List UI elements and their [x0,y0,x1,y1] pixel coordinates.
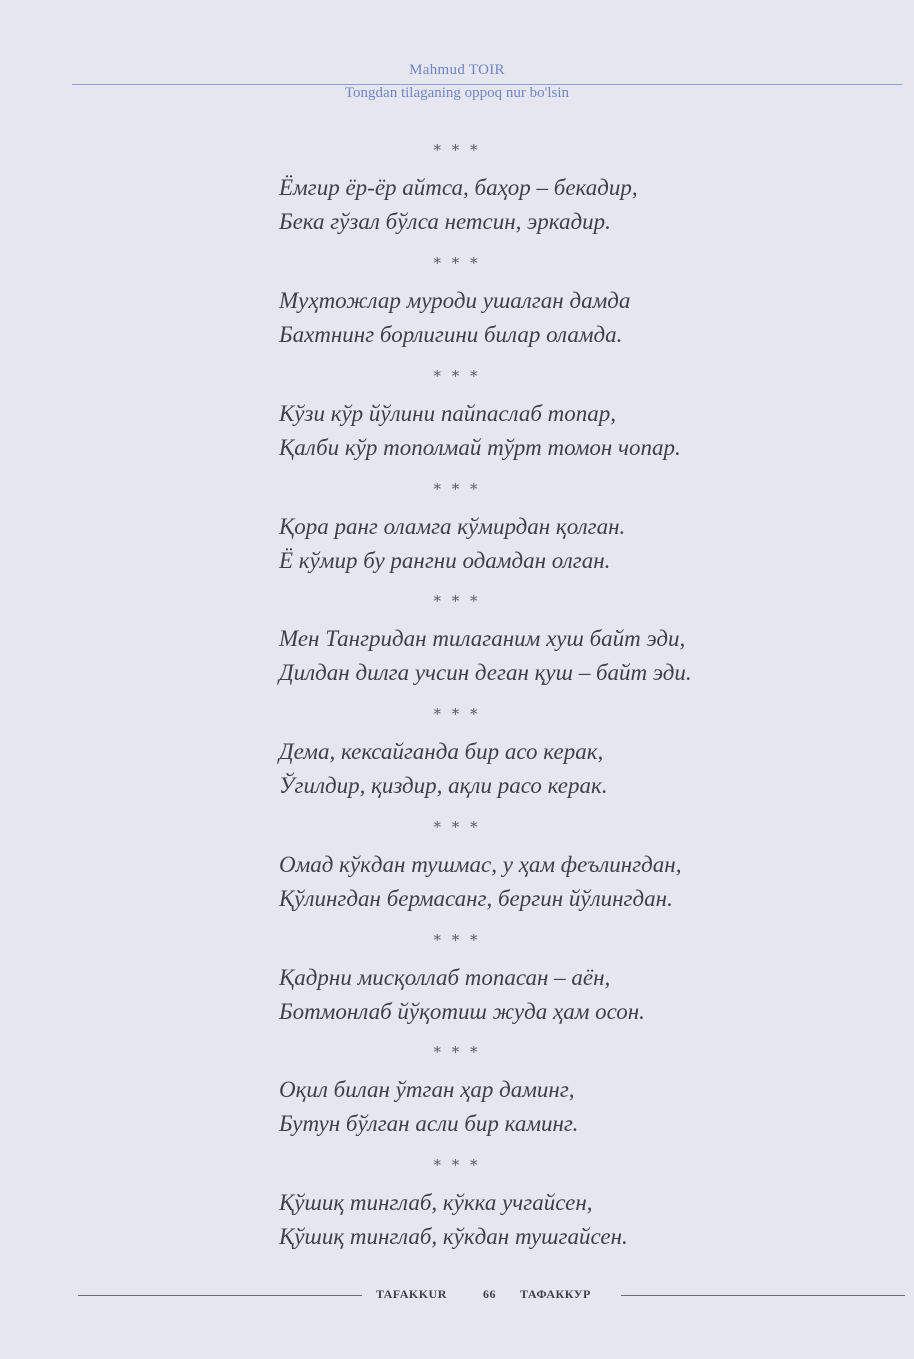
stanza-separator: * * * [433,1156,481,1174]
verse-line: Оқил билан ўтган ҳар даминг, [279,1077,575,1102]
verse-line: Ё кўмир бу рангни одамдан олган. [279,548,611,573]
verse-line: Муҳтожлар муроди ушалган дамда [279,288,631,313]
verse-line: Қалби кўр тополмай тўрт томон чопар. [279,435,681,460]
verse-line: Мен Тангридан тилаганим хуш байт эди, [279,626,686,651]
running-header [0,62,914,102]
footer-rule-right [621,1295,905,1296]
verse-line: Кўзи кўр йўлини пайпаслаб топар, [279,401,617,426]
verse-line: Қўшиқ тинглаб, кўкка учгайсен, [279,1190,593,1215]
verse-line: Ботмонлаб йўқотиш жуда ҳам осон. [279,999,645,1024]
verse-line: Дилдан дилга учсин деган қуш – байт эди. [279,660,692,685]
stanza-separator: * * * [433,480,481,498]
verse-line: Ёмгир ёр-ёр айтса, баҳор – бекадир, [279,175,638,200]
verse-line: Омад кўкдан тушмас, у ҳам феълингдан, [279,852,682,877]
stanza-separator: * * * [433,1043,481,1061]
verse-line: Қўлингдан бермасанг, бергин йўлингдан. [279,886,673,911]
verse-line: Ўгилдир, қиздир, ақли расо керак. [279,773,608,798]
stanza-separator: * * * [433,592,481,610]
header-author: Mahmud TOIR [409,62,505,78]
verse-line: Қадрни мисқоллаб топасан – аён, [279,965,611,990]
header-rule [72,84,902,85]
stanza-separator: * * * [433,818,481,836]
page-footer [0,1285,914,1305]
verse-line: Дема, кексайганда бир асо керак, [279,739,604,764]
footer-rule-left [78,1295,362,1296]
verse-line: Бутун бўлган асли бир каминг. [279,1111,579,1136]
stanza-separator: * * * [433,141,481,159]
stanza-separator: * * * [433,367,481,385]
verse-line: Қўшиқ тинглаб, кўкдан тушгайсен. [279,1224,628,1249]
header-subtitle: Tongdan tilaganing oppoq nur bo'lsin [344,85,570,101]
footer-journal-latin: TAFAKKUR [376,1287,447,1301]
footer-journal-cyrillic: ТАФАККУР [520,1287,591,1301]
stanza-separator: * * * [433,254,481,272]
verse-line: Бека гўзал бўлса нетсин, эркадир. [279,209,611,234]
page-number: 66 [483,1287,496,1301]
verse-line: Қора ранг оламга кўмирдан қолган. [279,514,626,539]
verse-line: Бахтнинг борлигини билар оламда. [279,322,623,347]
stanza-separator: * * * [433,931,481,949]
stanza-separator: * * * [433,705,481,723]
